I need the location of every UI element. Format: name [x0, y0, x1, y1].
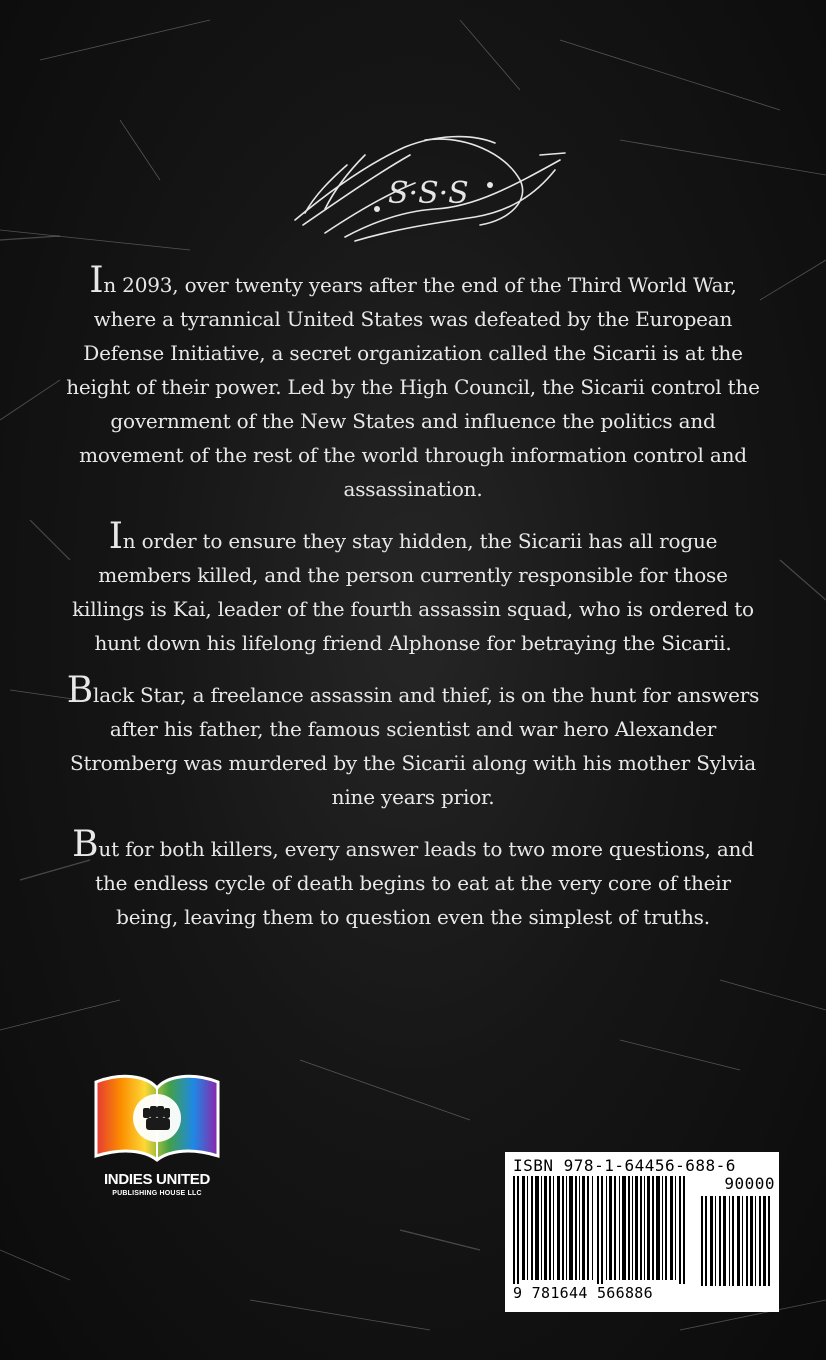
drop-cap: B: [72, 824, 99, 865]
blurb-paragraph-4: [62, 824, 764, 934]
paragraph-text: n order to ensure they stay hidden, the Sicarii has all rogue members killed, and the person currently responsible for those killings is Kai, leader of the fourth assassin squad, who is ordered to hunt down his lifelong friend Alphonse for betraying the Sicarii.: [72, 529, 754, 655]
publisher-logo: [88, 1068, 226, 1208]
blurb-paragraph-3: [62, 670, 764, 814]
isbn-text: ISBN 978-1-64456-688-6: [513, 1156, 736, 1175]
blurb-paragraph-2: [62, 516, 764, 660]
rainbow-book-fist-icon: [92, 1068, 222, 1168]
addon-bars: [701, 1196, 771, 1286]
drop-cap: B: [66, 670, 94, 711]
sicarii-emblem-icon: [285, 125, 570, 250]
publisher-name: INDIES UNITED: [103, 1171, 211, 1188]
price-code: 90000: [724, 1174, 775, 1193]
ean-bars: [513, 1176, 691, 1286]
isbn-barcode: [505, 1152, 779, 1312]
emblem-text: S·S·S: [388, 176, 469, 211]
drop-cap: I: [89, 260, 104, 301]
paragraph-text: ut for both killers, every answer leads to two more questions, and the endless cycle of death begins to eat at the very core of their being, leaving them to question even the simplest of truths.: [95, 837, 754, 929]
ean-number: 9 781644 566886: [513, 1284, 693, 1302]
blurb-paragraph-1: [62, 260, 764, 506]
publisher-subtitle: PUBLISHING HOUSE LLC: [112, 1190, 202, 1197]
drop-cap: I: [108, 516, 123, 557]
book-blurb: [62, 260, 764, 952]
paragraph-text: lack Star, a freelance assassin and thief, is on the hunt for answers after his father, the famous scientist and war hero Alexander Stromberg was murdered by the Sicarii along with his mother Sylvia nine years prior.: [69, 683, 760, 809]
paragraph-text: n 2093, over twenty years after the end of the Third World War, where a tyrannical United States was defeated by the European Defense Initiative, a secret organization called the Sicarii is at the height of their power. Led by the High Council, the Sicarii control the government of the New States and influence the politics and movement of the rest of the world through information control and assassination.: [66, 273, 760, 501]
